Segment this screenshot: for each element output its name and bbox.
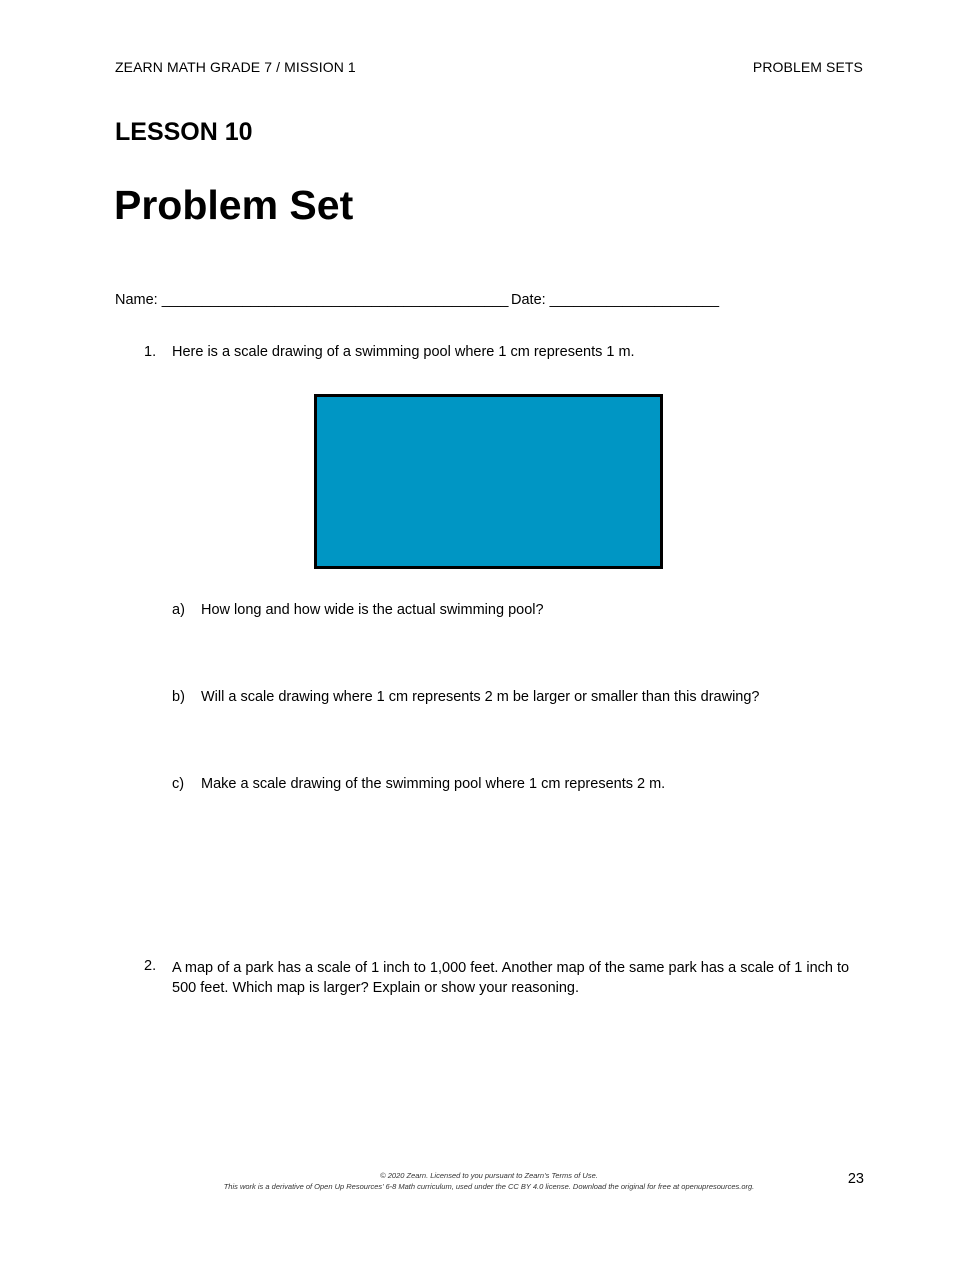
question-1-number: 1. bbox=[144, 344, 157, 360]
swimming-pool-drawing bbox=[314, 394, 663, 569]
header-section-label: PROBLEM SETS bbox=[752, 59, 863, 75]
question-1b-label: b) bbox=[172, 689, 185, 705]
page-title: Problem Set bbox=[114, 182, 354, 228]
header-course-label: ZEARN MATH GRADE 7 / MISSION 1 bbox=[115, 59, 356, 75]
lesson-heading: LESSON 10 bbox=[115, 118, 253, 146]
question-1-text: Here is a scale drawing of a swimming pool where 1 cm represents 1 m. bbox=[172, 344, 635, 360]
page-number: 23 bbox=[847, 1171, 864, 1187]
question-1c-label: c) bbox=[172, 776, 185, 792]
question-1a-text: How long and how wide is the actual swimming pool? bbox=[201, 602, 544, 618]
footer-attribution: This work is a derivative of Open Up Resources’ 6-8 Math curriculum, used under the CC BY 4.0 license. Download the original for free at openupresources.org. bbox=[223, 1182, 755, 1191]
footer-license bbox=[150, 1170, 828, 1192]
question-2-number: 2. bbox=[144, 958, 157, 974]
question-1a-label: a) bbox=[172, 602, 185, 618]
footer-copyright: © 2020 Zearn. Licensed to you pursuant to Zearn’s Terms of Use. bbox=[380, 1171, 598, 1180]
question-2-text: A map of a park has a scale of 1 inch to 1,000 feet. Another map of the same park has a scale of 1 inch to 500 feet. Which map is larger? Explain or show your reasoning. bbox=[172, 960, 850, 996]
date-field[interactable]: Date: _____________________ bbox=[511, 292, 720, 308]
question-1b-text: Will a scale drawing where 1 cm represents 2 m be larger or smaller than this drawing? bbox=[201, 689, 760, 705]
question-1c-text: Make a scale drawing of the swimming pool where 1 cm represents 2 m. bbox=[201, 776, 666, 792]
name-field[interactable]: Name: ___________________________________________ bbox=[115, 292, 509, 308]
